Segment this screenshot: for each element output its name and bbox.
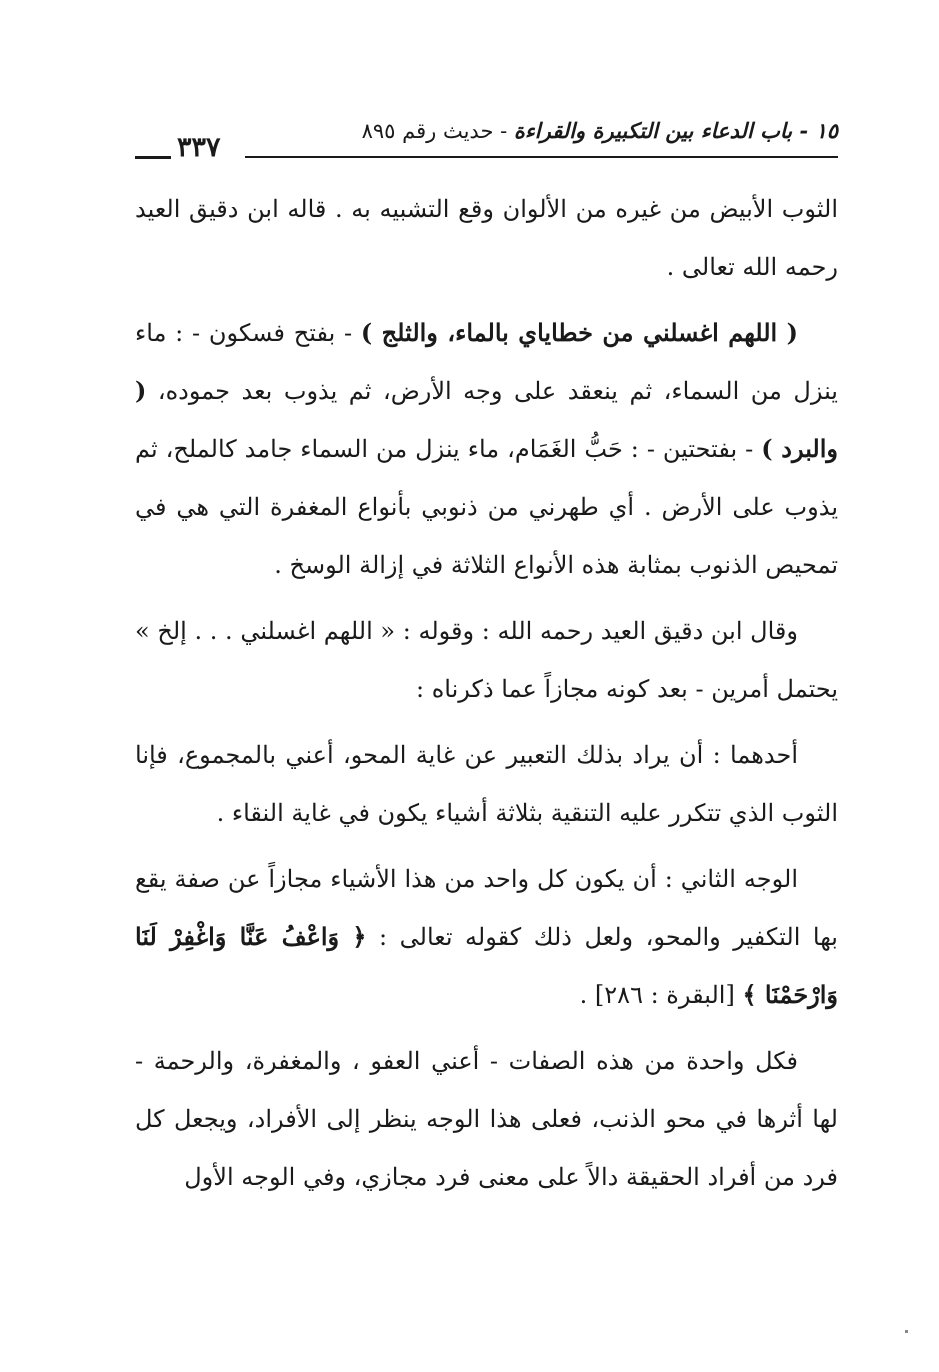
paragraph-5 [135,850,838,1024]
quran-verse: ﴿ وَاعْفُ عَنَّا وَاغْفِرْ لَنَا وَارْحَمْنَا ﴾ [135,922,838,1009]
running-header [135,112,838,162]
paragraph-2-bold-lead: ( اللهم اغسلني من خطاياي بالماء، والثلج ) [360,318,798,347]
paragraph-2-text-a: - بفتح فسكون - : ماء ينزل من السماء، ثم ينعقد على وجه الأرض، ثم يذوب بعد جموده، [135,319,838,405]
paragraph-6: فكل واحدة من هذه الصفات - أعني العفو ، والمغفرة، والرحمة - لها أثرها في محو الذنب، فعلى هذا الوجه ينظر إلى الأفراد، ويجعل كل فرد من أفراد الحقيقة دالاً على معنى فرد مجازي، وفي الوجه الأول [135,1047,838,1191]
paragraph-5-text-a: الوجه الثاني : أن يكون كل واحد من هذا الأشياء مجازاً عن صفة يقع بها التكفير والمحو، ولعل ذلك كقوله تعالى : [135,865,838,951]
paragraph-3: وقال ابن دقيق العيد رحمه الله : وقوله : « اللهم اغسلني . . . إلخ » يحتمل أمرين - بعد كونه مجازاً عما ذكرناه : [135,617,838,703]
paragraph-4: أحدهما : أن يراد بذلك التعبير عن غاية المحو، أعني بالمجموع، فإنا الثوب الذي تتكرر عليه التنقية بثلاثة أشياء يكون في غاية النقاء . [135,741,838,827]
header-title [362,118,838,143]
page-number-dash [135,156,171,159]
paragraph-2 [135,304,838,594]
paragraph-5-text-b: [البقرة : ٢٨٦] . [579,981,743,1009]
paragraph-1: الثوب الأبيض من غيره من الألوان وقع التشبيه به . قاله ابن دقيق العيد رحمه الله تعالى . [135,195,838,281]
header-chapter: ١٥ - باب الدعاء بين التكبيرة والقراءة [513,118,838,143]
page-number: ٣٣٧ [177,132,221,163]
header-rule [245,156,838,158]
corner-mark [905,1330,908,1333]
header-hadith-number: - حديث رقم ٨٩٥ [361,119,514,143]
body-text [135,180,838,1214]
paragraph-2-bold-mid: ( والبرد ) [135,376,838,463]
paragraph-2-text-b: - بفتحتين - : حَبُّ الغَمَام، ماء ينزل من السماء جامد كالملح، ثم يذوب على الأرض . أي طهرني من ذنوبي بأنواع المغفرة التي هي في تمحيص الذنوب بمثابة هذه الأنواع الثلاثة في إزالة الوسخ . [135,435,838,579]
